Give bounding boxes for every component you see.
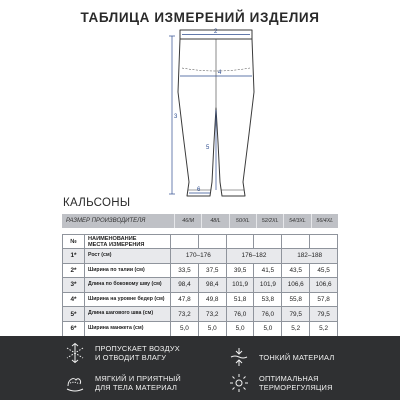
measurements-table [62, 234, 338, 337]
table-row: 5* Длина шагового шва (см) 73,2 73,2 76,0 76,0 79,5 79,5 [63, 307, 338, 322]
page-title: ТАБЛИЦА ИЗМЕРЕНИЙ ИЗДЕЛИЯ [80, 10, 320, 25]
marker-5: 5 [206, 145, 210, 151]
feature-thermoregulation: ОПТИМАЛЬНАЯ ТЕРМОРЕГУЛЯЦИЯ [228, 372, 333, 394]
thin-material-icon [228, 346, 250, 368]
leggings-diagram [0, 22, 400, 212]
size-header-label: РАЗМЕР ПРОИЗВОДИТЕЛЯ [66, 218, 146, 224]
thermoregulation-icon [228, 372, 250, 394]
size-label: 46/M [174, 214, 201, 228]
table-row: 6* Ширина манжета (см) 5,0 5,0 5,0 5,0 5,2 5,2 [63, 321, 338, 336]
soft-fabric-icon [64, 372, 86, 394]
breathable-icon [64, 342, 86, 364]
size-label: 50/XL [229, 214, 256, 228]
size-header-bar [62, 214, 338, 228]
marker-4: 4 [218, 70, 222, 76]
feature-breathable: ПРОПУСКАЕТ ВОЗДУХ И ОТВОДИТ ВЛАГУ [64, 342, 180, 364]
features-footer [0, 336, 400, 400]
size-label: 56/4XL [311, 214, 338, 228]
height-group: 170–176 [171, 249, 227, 264]
size-label: 48/L [201, 214, 228, 228]
header-name: НАИМЕНОВАНИЕ МЕСТА ИЗМЕРЕНИЯ [85, 235, 171, 249]
table-row: 2* Ширина по талии (см) 33,5 37,5 39,5 41,5 43,5 45,5 [63, 263, 338, 278]
size-label: 54/3XL [283, 214, 310, 228]
height-group: 182–188 [282, 249, 338, 264]
height-group: 176–182 [226, 249, 282, 264]
section-title: КАЛЬСОНЫ [63, 197, 131, 209]
table-header-row [63, 235, 338, 249]
table-row: 1* Рост (см) 170–176 176–182 182–188 [63, 249, 338, 264]
size-label: 52/2XL [256, 214, 283, 228]
marker-3: 3 [174, 114, 178, 120]
table-row: 3* Длина по боковому шву (см) 98,4 98,4 101,9 101,9 106,6 106,6 [63, 278, 338, 293]
table-row: 4* Ширина на уровне бедер (см) 47,8 49,8 51,8 53,8 55,8 57,8 [63, 292, 338, 307]
marker-2: 2 [214, 29, 218, 35]
marker-6: 6 [197, 187, 201, 193]
header-num: № [63, 235, 85, 249]
feature-thin-material: ТОНКИЙ МАТЕРИАЛ [228, 346, 334, 368]
feature-soft-fabric: МЯГКИЙ И ПРИЯТНЫЙ ДЛЯ ТЕЛА МАТЕРИАЛ [64, 372, 181, 394]
